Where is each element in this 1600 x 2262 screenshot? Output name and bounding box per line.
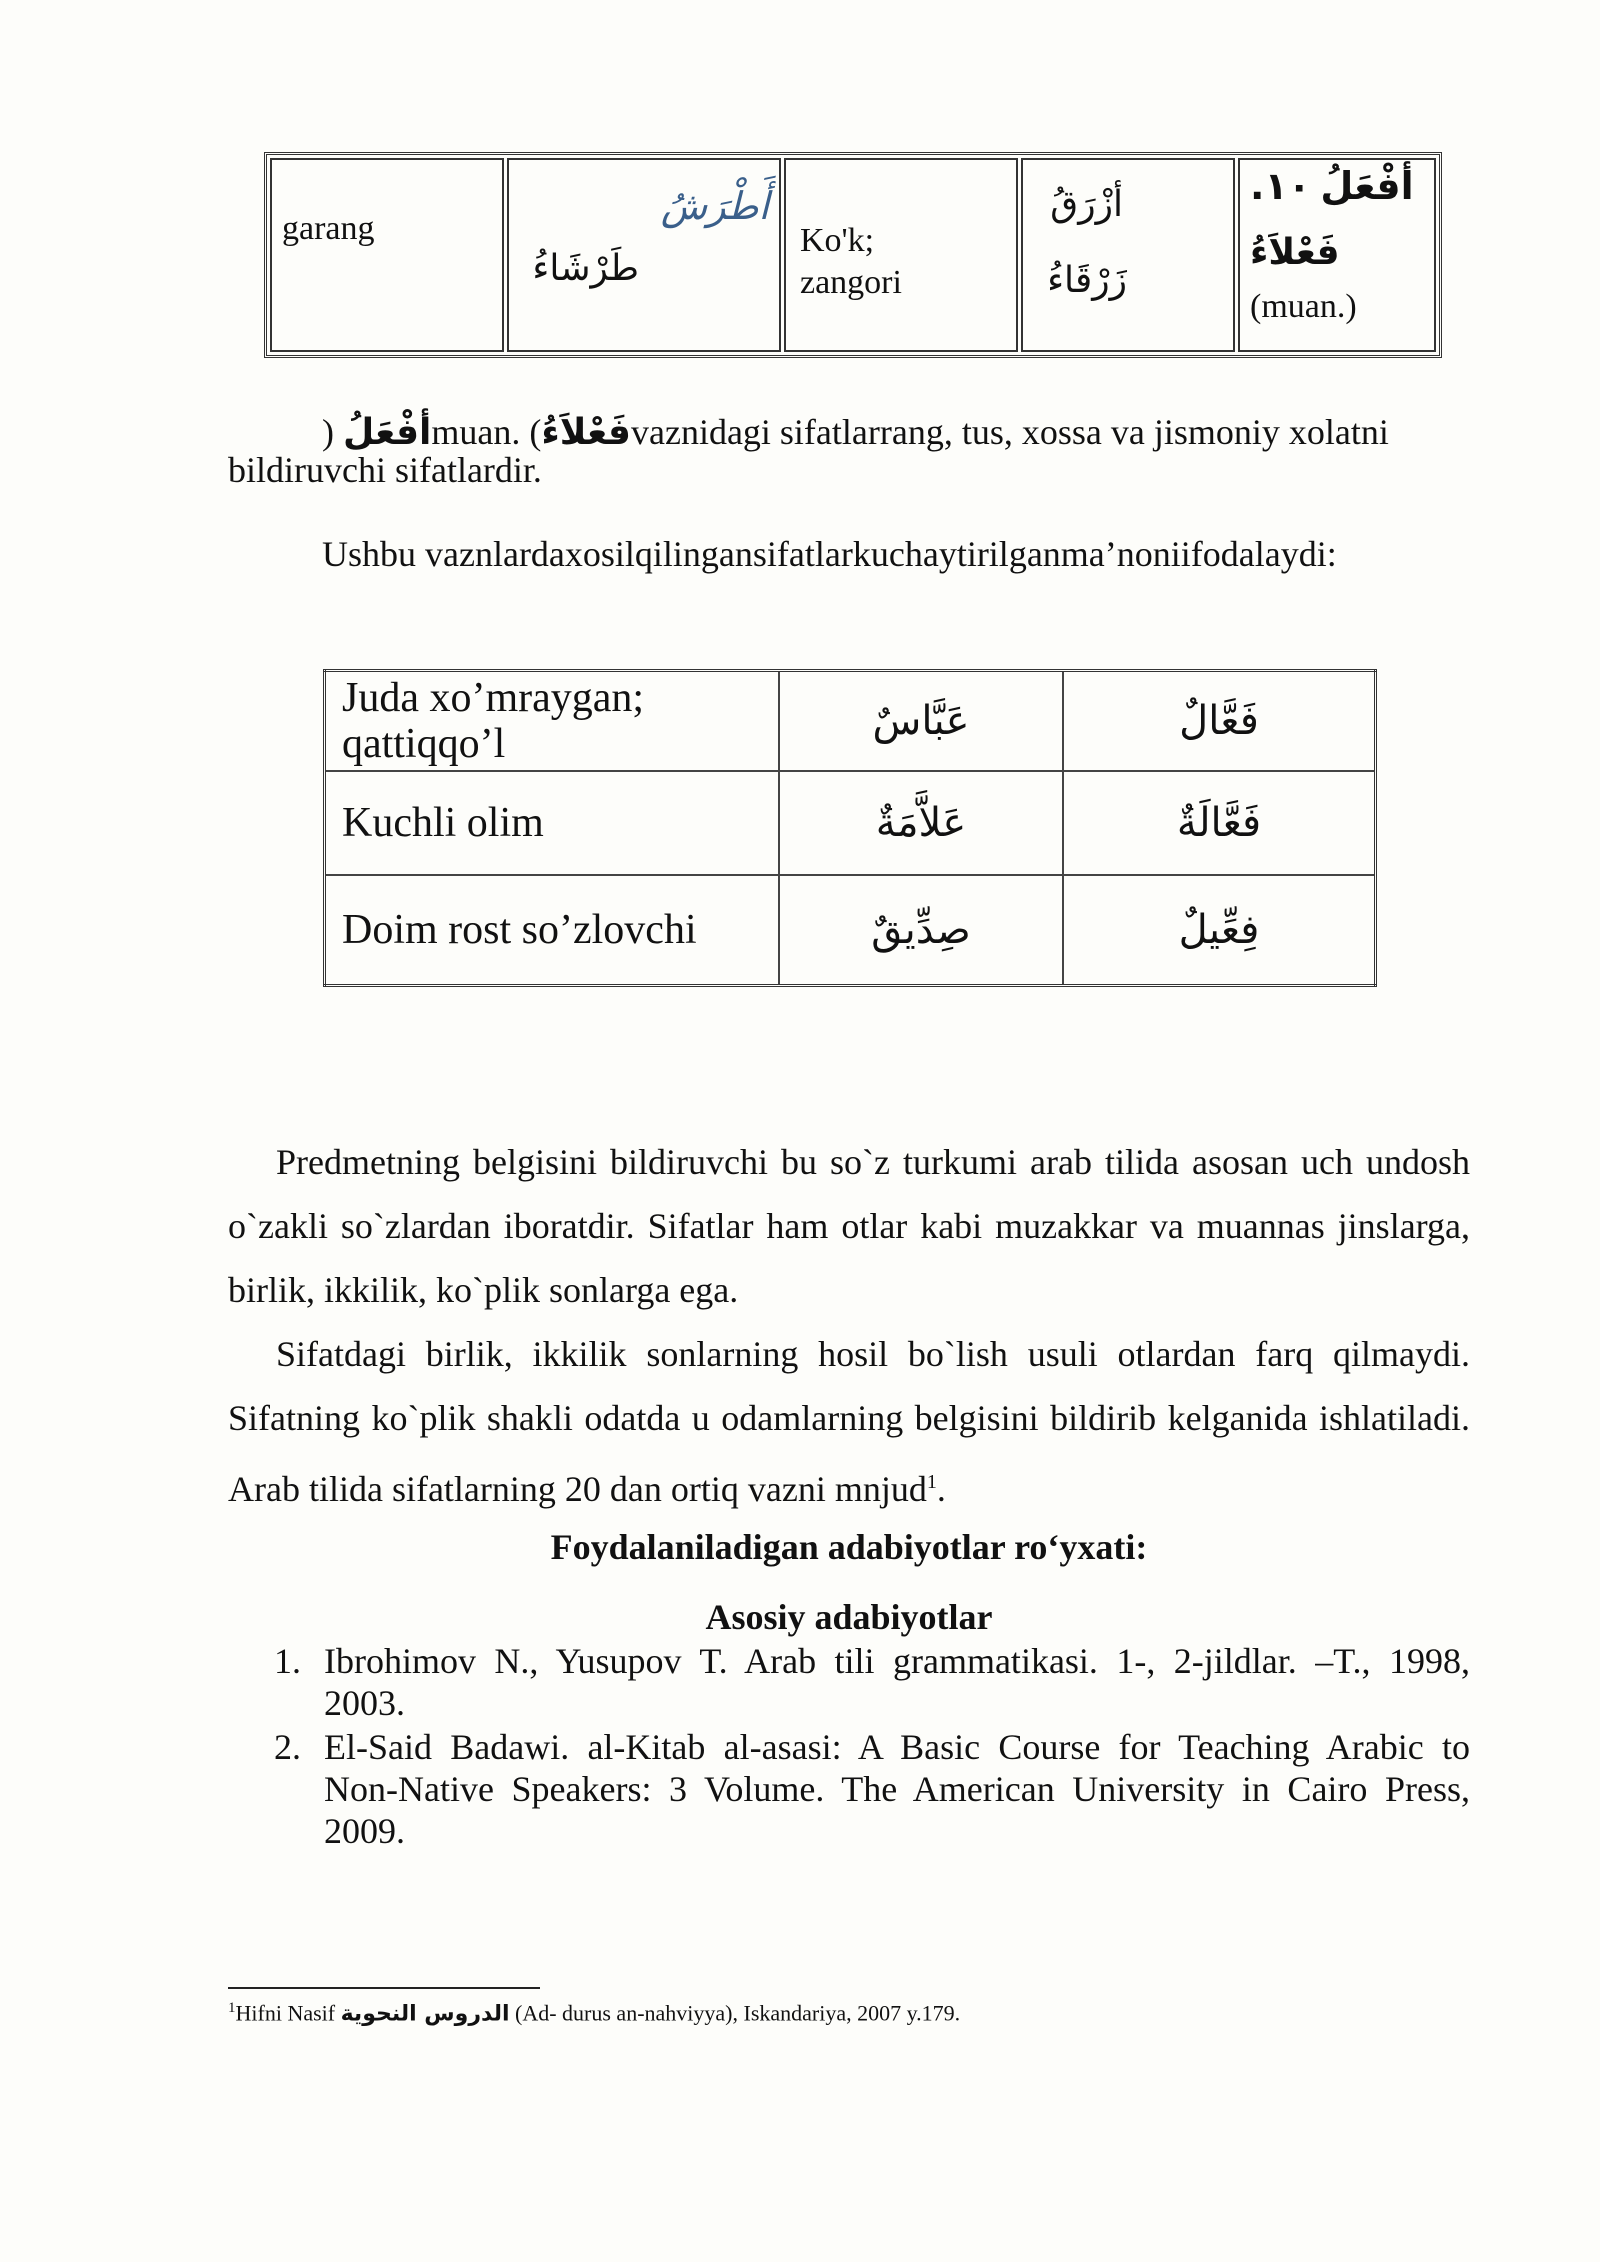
pattern-cell [1238, 158, 1436, 352]
example-cell: صِدِّيقٌ [779, 875, 1063, 985]
table-row [325, 875, 1376, 985]
example-cell: عَبَّاسٌ [779, 671, 1063, 771]
reference-line: 2003. [324, 1683, 405, 1723]
intro-line-1 [322, 412, 1389, 453]
footnote-rest: (Ad- durus an-nahviyya), Iskandariya, 2007 y.179. [509, 2000, 961, 2026]
footnote-ref[interactable]: 1 [926, 1471, 937, 1493]
body-line: Sifatning ko`plik shakli odatda u odamlarning belgisini bildirib kelganida ishlatiladi. [228, 1398, 1470, 1438]
word-cell [1021, 158, 1235, 352]
table-row [325, 671, 1376, 771]
handwritten-example: أَطْرَشُ [660, 184, 769, 228]
list-item [274, 1726, 1470, 1852]
reference-line: Ibrohimov N., Yusupov T. Arab tili grammatikasi. 1-, 2-jildlar. –T., 1998, [324, 1641, 1470, 1681]
intro-bracket: ) [322, 412, 343, 452]
word-feminine: زَرْقَاءُ [1047, 260, 1127, 301]
intro-muan: muan. ( [431, 412, 542, 452]
body-line-last [228, 1450, 1470, 1521]
pattern-feminine: فَعْلاَءُ [1250, 232, 1340, 273]
pattern-cell: فِعِّيلٌ [1063, 875, 1376, 985]
pattern-cell: فَعَّالٌ [1063, 671, 1376, 771]
body-paragraph-2 [228, 1322, 1470, 1521]
footnote-author: Hifni Nasif [235, 2000, 336, 2026]
word-masculine: أزْرَقُ [1050, 184, 1123, 225]
meaning-cell [270, 158, 504, 352]
translation-cell [784, 158, 1018, 352]
translation-text: Ko'k; zangori [800, 222, 902, 301]
reference-line: Non-Native Speakers: 3 Volume. The American University in Cairo Press, [324, 1769, 1470, 1809]
references-heading: Foydalaniladigan adabiyotlar ro‘yxati: [550, 1527, 1148, 1567]
pattern-heading [1250, 164, 1414, 209]
intro-pattern-2: فَعْلاَءُ [541, 412, 631, 453]
footnote-mark: 1 [228, 2000, 236, 2016]
example-feminine: طَرْشَاءُ [532, 248, 639, 289]
body-paragraph-1 [228, 1130, 1470, 1322]
table-row [325, 771, 1376, 875]
intro-pattern-1: أفْعَلُ [343, 412, 432, 453]
meaning-text: garang [282, 210, 375, 247]
intensive-adjective-table [323, 669, 1377, 987]
footnote-divider [228, 1987, 540, 1989]
body-period: . [936, 1469, 946, 1509]
intensive-intro: Ushbu vaznlardaxosilqilingansifatlarkuchaytirilganma’noniifodalaydi: [322, 534, 1337, 574]
list-number: 1. [274, 1641, 301, 1681]
meaning-cell: Kuchli olim [325, 771, 780, 875]
footnote [228, 2000, 960, 2026]
list-number: 2. [274, 1727, 301, 1767]
pattern-masculine: أفْعَلُ [1320, 164, 1414, 208]
meaning-cell: Doim rost so’zlovchi [325, 875, 780, 985]
body-line: birlik, ikkilik, ko`plik sonlarga ega. [228, 1270, 739, 1310]
example-cell: عَلاَّمَةٌ [779, 771, 1063, 875]
body-text: Arab tilida sifatlarning 20 dan ortiq vazni mnjud [228, 1469, 927, 1509]
pattern-cell: فَعَّالَةٌ [1063, 771, 1376, 875]
body-line: Predmetning belgisini bildiruvchi bu so`z turkumi arab tilida asosan uch undosh [276, 1142, 1470, 1182]
example-cell [507, 158, 781, 352]
intro-text: vaznidagi sifatlarrang, tus, xossa va jismoniy xolatni [630, 412, 1389, 452]
adjective-pattern-table [264, 152, 1442, 358]
body-line: Sifatdagi birlik, ikkilik sonlarning hosil bo`lish usuli otlardan farq qilmaydi. [276, 1334, 1470, 1374]
pattern-note: (muan.) [1250, 288, 1357, 325]
reference-line: 2009. [324, 1811, 405, 1851]
references-subheading: Asosiy adabiyotlar [705, 1597, 993, 1637]
list-item [274, 1640, 1470, 1724]
intro-line-2: bildiruvchi sifatlardir. [228, 450, 542, 490]
pattern-number: ١٠. [1250, 164, 1311, 208]
body-line: o`zakli so`zlardan iboratdir. Sifatlar ham otlar kabi muzakkar va muannas jinslarga, [228, 1206, 1470, 1246]
meaning-cell: Juda xo’mraygan; qattiqqo’l [325, 671, 780, 771]
reference-line: El-Said Badawi. al-Kitab al-asasi: A Basic Course for Teaching Arabic to [324, 1727, 1470, 1767]
footnote-arabic-title: الدروس النحوية [340, 2001, 510, 2027]
